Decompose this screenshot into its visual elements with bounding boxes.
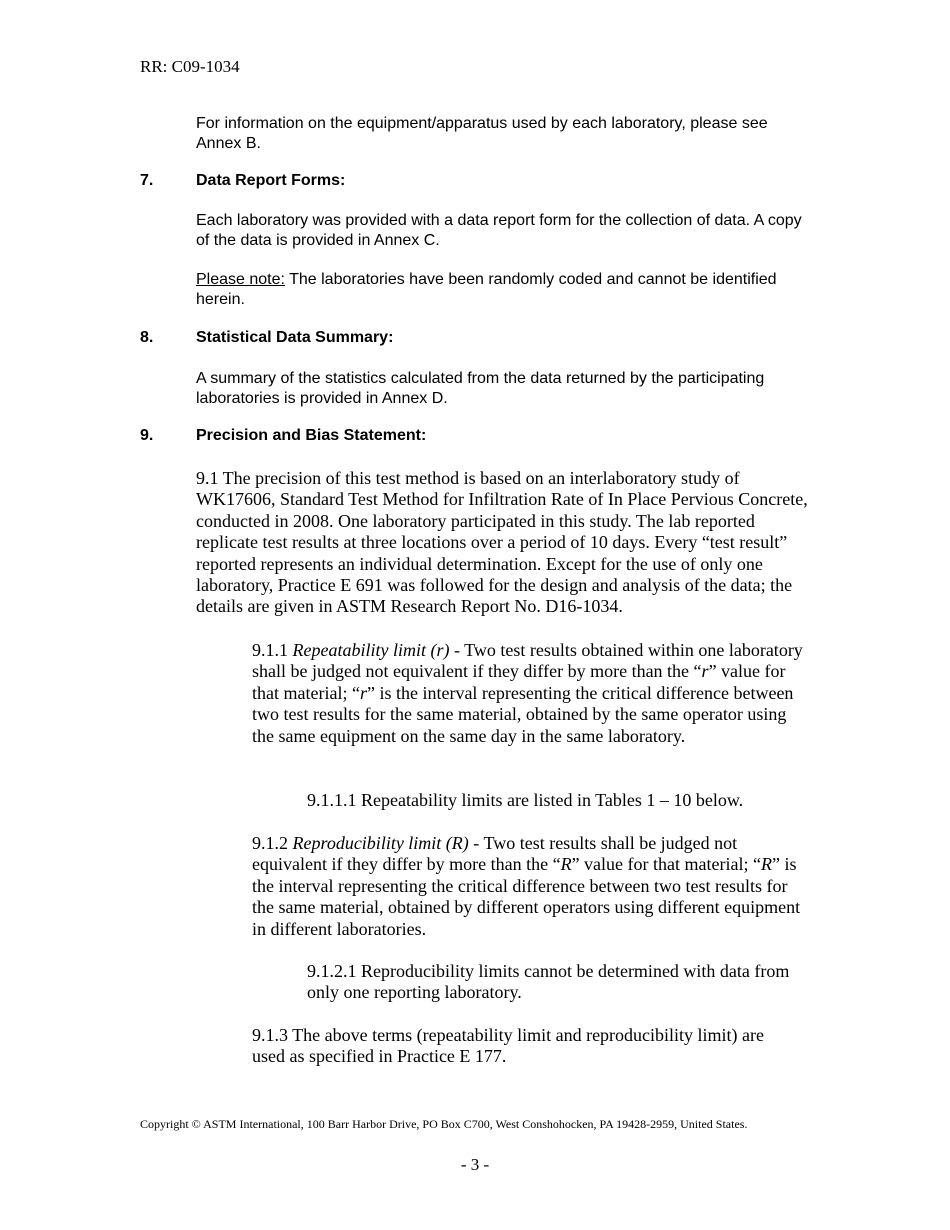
p912-number: 9.1.2 xyxy=(252,833,293,853)
section-7-paragraph: Each laboratory was provided with a data report form for the collection of data. A copy of the data is provided in Annex C. xyxy=(196,212,802,249)
section-7-title: Data Report Forms: xyxy=(196,172,346,189)
paragraph-9-1-1-1: 9.1.1.1 Repeatability limits are listed in Tables 1 – 10 below. xyxy=(307,790,744,810)
p911-text-1: - Two test results obtained within one laboratory shall be judged not equivalent if they differ by more than the “ xyxy=(252,640,803,682)
section-9-title: Precision and Bias Statement: xyxy=(196,427,427,444)
section-9-number: 9. xyxy=(140,427,154,444)
section-8-paragraph: A summary of the statistics calculated from the data returned by the participating laboratories is provided in Annex D. xyxy=(196,370,765,407)
note-text: The laboratories have been randomly coded and cannot be identified herein. xyxy=(196,271,777,308)
report-id: RR: C09-1034 xyxy=(140,57,240,76)
p911-number: 9.1.1 xyxy=(252,640,293,660)
page-number: - 3 - xyxy=(460,1155,490,1174)
section-8-title: Statistical Data Summary: xyxy=(196,329,394,346)
R-symbol: R xyxy=(560,854,572,875)
reproducibility-term: Reproducibility limit (R) xyxy=(292,833,469,853)
p912-text-2: ” value for that material; “ xyxy=(571,854,761,875)
paragraph-9-1-2 xyxy=(252,833,808,940)
section-7-number: 7. xyxy=(140,172,154,189)
paragraph-9-1: 9.1 The precision of this test method is based on an interlaboratory study of WK17606, Standard Test Method for Infiltration Rate of In Place Pervious Concrete, conducted in 2008. One laboratory participated in this study. The lab reported replicate test results at three locations over a period of 10 days. Every “test result” reported represents an individual determination. Except for the use of only one laboratory, Practice E 691 was followed for the design and analysis of the data; the details are given in ASTM Research Report No. D16-1034. xyxy=(196,468,808,617)
section-8-number: 8. xyxy=(140,329,154,346)
r-symbol: r xyxy=(359,682,367,703)
paragraph-9-1-1 xyxy=(252,640,808,747)
note-label: Please note: xyxy=(196,271,285,288)
r-symbol: r xyxy=(701,661,709,682)
paragraph-9-1-3: 9.1.3 The above terms (repeatability limit and reproducibility limit) are used as specified in Practice E 177. xyxy=(252,1025,765,1067)
p911-text-3: ” is the interval representing the critical difference between two test results for the same material, obtained by the same operator using the same equipment on the same day in the same laboratory. xyxy=(252,682,794,746)
paragraph-9-1-2-1: 9.1.2.1 Reproducibility limits cannot be determined with data from only one reporting laboratory. xyxy=(307,961,790,1003)
p911-text-2: ” value for that material; “ xyxy=(252,661,786,703)
p912-text-3: ” is the interval representing the critical difference between two test results for the same material, obtained by different operators using different equipment in different laboratories. xyxy=(252,854,801,939)
R-symbol: R xyxy=(760,854,772,875)
copyright-footer: Copyright © ASTM International, 100 Barr Harbor Drive, PO Box C700, West Conshohocken, PA 19428-2959, United States. xyxy=(140,1117,748,1131)
repeatability-term: Repeatability limit (r) xyxy=(292,640,450,660)
p912-text-1: - Two test results shall be judged not equivalent if they differ by more than the “ xyxy=(252,833,738,875)
equipment-note: For information on the equipment/apparatus used by each laboratory, please see Annex B. xyxy=(196,115,768,152)
section-7-note xyxy=(196,270,816,309)
